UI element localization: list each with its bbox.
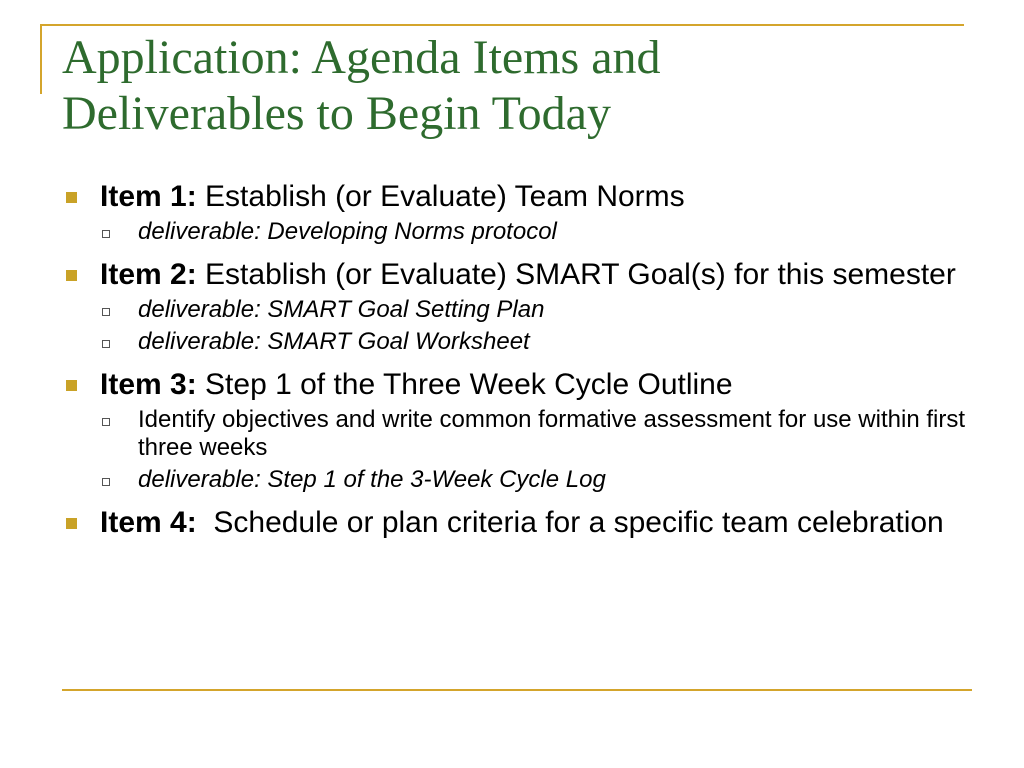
item-label: Item 4: [100, 506, 197, 539]
agenda-item-3 [66, 368, 966, 494]
agenda-item-4 [66, 506, 966, 540]
hollow-square-bullet-icon [102, 340, 110, 348]
hollow-square-bullet-icon [102, 308, 110, 316]
bullet-square-icon [66, 270, 77, 281]
deliverable-text: deliverable: Step 1 of the 3-Week Cycle Log [138, 466, 606, 493]
item-label: Item 3: [100, 368, 197, 401]
deliverable-text: deliverable: Developing Norms protocol [138, 218, 557, 245]
bullet-square-icon [66, 518, 77, 529]
sub-item [100, 218, 966, 246]
sub-list [100, 296, 966, 356]
item-text: Establish (or Evaluate) Team Norms [196, 180, 685, 213]
sub-item [100, 406, 966, 462]
sub-item [100, 328, 966, 356]
deliverable-text: deliverable: SMART Goal Worksheet [138, 328, 530, 355]
top-accent-line [40, 24, 964, 26]
hollow-square-bullet-icon [102, 478, 110, 486]
slide-title-line-1: Application: Agenda Items and [62, 31, 661, 84]
item-label: Item 1: [100, 180, 197, 213]
bottom-accent-line [62, 689, 972, 691]
item-text: Schedule or plan criteria for a specific team celebration [196, 506, 944, 539]
sub-item [100, 466, 966, 494]
agenda-list [66, 180, 966, 552]
sub-list [100, 218, 966, 246]
agenda-item-1 [66, 180, 966, 246]
objective-text: Identify objectives and write common formative assessment for use within first three weeks [138, 406, 965, 461]
hollow-square-bullet-icon [102, 230, 110, 238]
agenda-item-2 [66, 258, 966, 356]
hollow-square-bullet-icon [102, 418, 110, 426]
deliverable-text: deliverable: SMART Goal Setting Plan [138, 296, 545, 323]
item-text: Establish (or Evaluate) SMART Goal(s) for this semester [196, 258, 956, 291]
slide-title-line-2: Deliverables to Begin Today [62, 87, 611, 140]
sub-item [100, 296, 966, 324]
sub-list [100, 406, 966, 494]
left-accent-line [40, 24, 42, 94]
bullet-square-icon [66, 380, 77, 391]
item-label: Item 2: [100, 258, 197, 291]
bullet-square-icon [66, 192, 77, 203]
item-text: Step 1 of the Three Week Cycle Outline [196, 368, 733, 401]
slide-title [62, 30, 962, 142]
